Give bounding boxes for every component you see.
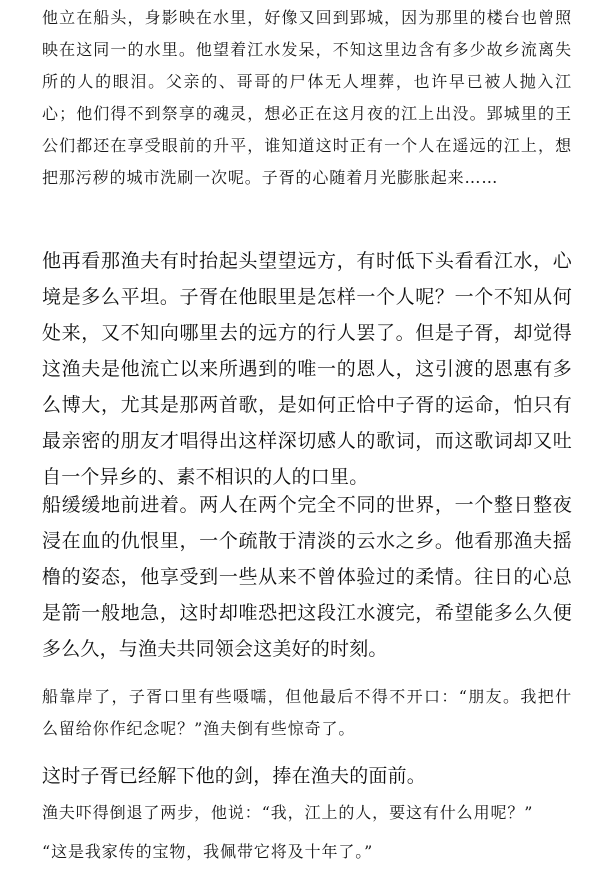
paragraph-serif-1: 他立在船头，身影映在水里，好像又回到郢城，因为那里的楼台也曾照映在这同一的水里。他望着江水发呆，不知这里边含有多少故乡流离失所的人的眼泪。父亲的、哥哥的尸体无人埋葬，也许早已被人抛入江心；他们得不到祭享的魂灵，想必正在这月夜的江上出没。郢城里的王公们都还在享受眼前的升平，谁知道这时正有一个人在遥远的江上，想把那污秽的城市洗刷一次呢。子胥的心随着月光膨胀起来…… [42, 8, 572, 187]
paragraph-sans-3: 船缓缓地前进着。两人在两个完全不同的世界，一个整日整夜浸在血的仇恨里，一个疏散于清淡的云水之乡。他看那渔夫摇橹的姿态，他享受到一些从来不曾体验过的柔情。往日的心总是箭一般地急，这时却唯恐把这段江水渡完，希望能多么久便多么久，与渔夫共同领会这美好的时刻。 [42, 494, 572, 660]
paragraph-serif-6: 渔夫吓得倒退了两步，他说：“我，江上的人，要这有什么用呢？” [42, 803, 534, 822]
paragraph-sans-2: 他再看那渔夫有时抬起头望望远方，有时低下头看看江水，心境是多么平坦。子胥在他眼里是怎样一个人呢？一个不知从何处来，又不知向哪里去的远方的行人罢了。但是子胥，却觉得这渔夫是他流亡以来所遇到的唯一的恩人，这引渡的恩惠有多么博大，尤其是那两首歌，是如何正恰中子胥的运命，怕只有最亲密的朋友才唱得出这样深切感人的歌词，而这歌词却又吐自一个异乡的、素不相识的人的口里。 [42, 250, 572, 488]
paragraph-sans-5: 这时子胥已经解下他的剑，捧在渔夫的面前。 [42, 765, 427, 787]
paragraph-serif-7: “这是我家传的宝物，我佩带它将及十年了。” [42, 842, 374, 861]
paragraph-serif-4: 船靠岸了，子胥口里有些嗫嚅，但他最后不得不开口：“朋友。我把什么留给你作纪念呢？”渔夫倒有些惊奇了。 [42, 687, 572, 738]
